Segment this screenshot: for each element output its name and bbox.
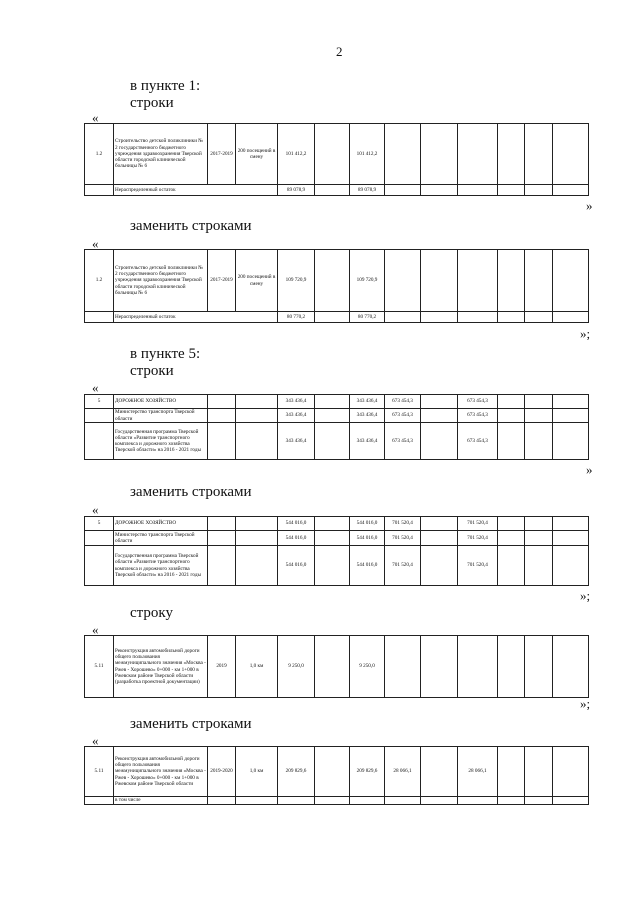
empty-cell — [553, 185, 589, 196]
capacity: 200 посещений в смену — [236, 124, 278, 185]
object-name: Министерство транспорта Тверской области — [114, 531, 208, 546]
period: 2017-2019 — [208, 124, 236, 185]
period: 2017-2019 — [208, 250, 236, 312]
object-name: Министерство транспорта Тверской области — [114, 409, 208, 423]
empty-cell — [553, 747, 589, 797]
empty-cell — [315, 517, 350, 531]
empty-cell — [421, 517, 458, 531]
object-name: Реконструкция автомобильной дороги общего пользования межмуниципального значения «Москва - Ржев - Хорошево» 0+000 - км 1+000 в Ржевском районе Тверской области (разработка проектной документации) — [114, 636, 208, 698]
empty-cell — [553, 423, 589, 460]
value-cell: 80 770,2 — [278, 312, 315, 323]
value-cell: 701 520,4 — [385, 546, 421, 586]
empty-cell — [315, 747, 350, 797]
empty-cell — [421, 124, 458, 185]
value-cell: 209 829,6 — [350, 747, 385, 797]
empty-cell — [85, 409, 114, 423]
open-quote: « — [92, 502, 99, 517]
empty-cell — [553, 517, 589, 531]
empty-cell — [315, 395, 350, 409]
object-name: Строительство детской поликлиники № 2 государственного бюджетного учреждения здравоохранения Тверской области городской клинической больницы № 6 — [114, 250, 208, 312]
table-row — [85, 423, 589, 460]
empty-cell — [525, 312, 553, 323]
empty-cell — [208, 395, 236, 409]
row-number: 5 — [85, 517, 114, 531]
empty-cell — [385, 250, 421, 312]
empty-cell — [498, 409, 525, 423]
table-row — [85, 636, 589, 698]
value-cell: 89 078,9 — [350, 185, 385, 196]
empty-cell — [208, 797, 236, 805]
empty-cell — [498, 312, 525, 323]
table-511-new — [84, 746, 589, 805]
table-row — [85, 185, 589, 196]
empty-cell — [498, 797, 525, 805]
value-cell: 343 436,4 — [278, 395, 315, 409]
value-cell: 544 016,0 — [278, 546, 315, 586]
empty-cell — [315, 312, 350, 323]
empty-cell — [315, 423, 350, 460]
value-cell: 89 078,9 — [278, 185, 315, 196]
open-quote: « — [92, 622, 99, 637]
empty-cell — [421, 250, 458, 312]
table-511-old — [84, 635, 589, 698]
empty-cell — [350, 797, 385, 805]
empty-cell — [208, 517, 236, 531]
empty-cell — [421, 395, 458, 409]
empty-cell — [458, 185, 498, 196]
table-row — [85, 797, 589, 805]
close-quote-semicolon: »; — [580, 588, 591, 603]
empty-cell — [525, 124, 553, 185]
empty-cell — [315, 546, 350, 586]
row-number: 1.2 — [85, 124, 114, 185]
empty-cell — [421, 185, 458, 196]
object-name: Строительство детской поликлиники № 2 государственного бюджетного учреждения здравоохранения Тверской области городской клинической больницы № 6 — [114, 124, 208, 185]
value-cell: 109 720,9 — [350, 250, 385, 312]
value-cell: 9 250,0 — [278, 636, 315, 698]
empty-cell — [315, 250, 350, 312]
replace-heading: заменить строками — [130, 484, 252, 500]
empty-cell — [553, 312, 589, 323]
table-row — [85, 531, 589, 546]
empty-cell — [315, 531, 350, 546]
table-row — [85, 124, 589, 185]
empty-cell — [498, 185, 525, 196]
value-cell: 343 436,4 — [278, 409, 315, 423]
empty-cell — [85, 546, 114, 586]
rows-label: строки — [130, 363, 174, 379]
empty-cell — [315, 797, 350, 805]
empty-cell — [498, 250, 525, 312]
row-number: 5.11 — [85, 636, 114, 698]
close-quote: » — [586, 198, 593, 213]
empty-cell — [421, 423, 458, 460]
empty-cell — [458, 250, 498, 312]
empty-cell — [385, 636, 421, 698]
empty-cell — [421, 409, 458, 423]
empty-cell — [525, 546, 553, 586]
close-quote: » — [586, 462, 593, 477]
empty-cell — [385, 185, 421, 196]
value-cell: 673 454,3 — [385, 395, 421, 409]
value-cell: 673 454,3 — [385, 409, 421, 423]
empty-cell — [85, 423, 114, 460]
close-quote-semicolon: »; — [580, 326, 591, 341]
value-cell: 80 770,2 — [350, 312, 385, 323]
replace-heading: заменить строками — [130, 218, 252, 234]
table-p1-new — [84, 249, 589, 323]
open-quote: « — [92, 380, 99, 395]
table-p5-new — [84, 516, 589, 586]
object-name: Нераспределенный остаток — [114, 185, 278, 196]
empty-cell — [498, 747, 525, 797]
row-number: 5.11 — [85, 747, 114, 797]
object-name: Нераспределенный остаток — [114, 312, 278, 323]
empty-cell — [553, 797, 589, 805]
empty-cell — [498, 517, 525, 531]
empty-cell — [85, 185, 114, 196]
empty-cell — [236, 797, 278, 805]
empty-cell — [208, 423, 236, 460]
empty-cell — [458, 124, 498, 185]
value-cell: 343 436,4 — [350, 395, 385, 409]
row-number: 5 — [85, 395, 114, 409]
empty-cell — [525, 517, 553, 531]
value-cell: 544 016,0 — [278, 517, 315, 531]
empty-cell — [525, 395, 553, 409]
page-number: 2 — [336, 44, 343, 59]
value-cell: 101 412,2 — [350, 124, 385, 185]
value-cell: 701 520,4 — [385, 531, 421, 546]
empty-cell — [498, 124, 525, 185]
empty-cell — [236, 423, 278, 460]
empty-cell — [385, 797, 421, 805]
section-heading-p5: в пункте 5: — [130, 346, 201, 362]
empty-cell — [525, 185, 553, 196]
empty-cell — [553, 636, 589, 698]
object-name: ДОРОЖНОЕ ХОЗЯЙСТВО — [114, 517, 208, 531]
value-cell: 544 016,0 — [350, 517, 385, 531]
section-heading-p1: в пункте 1: — [130, 78, 201, 94]
empty-cell — [458, 312, 498, 323]
period: 2019-2020 — [208, 747, 236, 797]
value-cell: 101 412,2 — [278, 124, 315, 185]
table-row — [85, 250, 589, 312]
row-label-heading: строку — [130, 605, 173, 621]
empty-cell — [421, 797, 458, 805]
table-p1-old — [84, 123, 589, 196]
empty-cell — [553, 395, 589, 409]
capacity: 200 посещений в смену — [236, 250, 278, 312]
empty-cell — [85, 797, 114, 805]
empty-cell — [85, 531, 114, 546]
empty-cell — [525, 409, 553, 423]
value-cell: 343 436,4 — [350, 409, 385, 423]
empty-cell — [385, 124, 421, 185]
empty-cell — [553, 124, 589, 185]
empty-cell — [236, 531, 278, 546]
value-cell: 673 454,3 — [458, 395, 498, 409]
empty-cell — [315, 636, 350, 698]
empty-cell — [278, 797, 315, 805]
table-p5-old — [84, 394, 589, 460]
empty-cell — [236, 395, 278, 409]
table-row — [85, 546, 589, 586]
close-quote-semicolon: »; — [580, 696, 591, 711]
period: 2019 — [208, 636, 236, 698]
object-name: Реконструкция автомобильной дороги общего пользования межмуниципального значения «Москва - Ржев - Хорошево» 0+000 - км 1+000 в Ржевском районе Тверской области — [114, 747, 208, 797]
empty-cell — [525, 797, 553, 805]
empty-cell — [208, 409, 236, 423]
value-cell: 701 520,4 — [458, 546, 498, 586]
value-cell: 109 720,9 — [278, 250, 315, 312]
value-cell: 9 250,0 — [350, 636, 385, 698]
value-cell: 701 520,4 — [458, 517, 498, 531]
value-cell: 28 066,1 — [385, 747, 421, 797]
open-quote: « — [92, 733, 99, 748]
open-quote: « — [92, 236, 99, 251]
value-cell: 701 520,4 — [385, 517, 421, 531]
empty-cell — [553, 531, 589, 546]
object-name: Государственная программа Тверской области «Развитие транспортного комплекса и дорожного хозяйства Тверской области» на 2016 - 2021 годы — [114, 423, 208, 460]
empty-cell — [553, 409, 589, 423]
empty-cell — [208, 546, 236, 586]
open-quote: « — [92, 110, 99, 125]
rows-label: строки — [130, 95, 174, 111]
empty-cell — [498, 636, 525, 698]
empty-cell — [525, 531, 553, 546]
object-name: ДОРОЖНОЕ ХОЗЯЙСТВО — [114, 395, 208, 409]
empty-cell — [85, 312, 114, 323]
value-cell: 701 520,4 — [458, 531, 498, 546]
empty-cell — [421, 312, 458, 323]
empty-cell — [236, 517, 278, 531]
value-cell: 544 016,0 — [350, 546, 385, 586]
table-row — [85, 517, 589, 531]
value-cell: 673 454,3 — [458, 409, 498, 423]
empty-cell — [315, 185, 350, 196]
empty-cell — [315, 124, 350, 185]
empty-cell — [525, 636, 553, 698]
empty-cell — [498, 423, 525, 460]
empty-cell — [421, 636, 458, 698]
empty-cell — [498, 395, 525, 409]
empty-cell — [525, 423, 553, 460]
empty-cell — [236, 409, 278, 423]
capacity: 1,0 км — [236, 747, 278, 797]
empty-cell — [553, 250, 589, 312]
object-name: Государственная программа Тверской области «Развитие транспортного комплекса и дорожного хозяйства Тверской области» на 2016 - 2021 годы — [114, 546, 208, 586]
empty-cell — [458, 797, 498, 805]
value-cell: 544 016,0 — [350, 531, 385, 546]
table-row — [85, 409, 589, 423]
value-cell: 673 454,3 — [458, 423, 498, 460]
empty-cell — [315, 409, 350, 423]
table-row — [85, 747, 589, 797]
value-cell: 209 829,6 — [278, 747, 315, 797]
value-cell: 343 436,4 — [278, 423, 315, 460]
empty-cell — [421, 531, 458, 546]
empty-cell — [208, 531, 236, 546]
empty-cell — [385, 312, 421, 323]
empty-cell — [421, 546, 458, 586]
empty-cell — [458, 636, 498, 698]
object-name: в том числе — [114, 797, 208, 805]
empty-cell — [236, 546, 278, 586]
row-number: 1.2 — [85, 250, 114, 312]
table-row — [85, 395, 589, 409]
empty-cell — [553, 546, 589, 586]
empty-cell — [498, 531, 525, 546]
capacity: 1,0 км — [236, 636, 278, 698]
empty-cell — [525, 250, 553, 312]
empty-cell — [525, 747, 553, 797]
value-cell: 544 016,0 — [278, 531, 315, 546]
empty-cell — [498, 546, 525, 586]
empty-cell — [421, 747, 458, 797]
value-cell: 673 454,3 — [385, 423, 421, 460]
value-cell: 343 436,4 — [350, 423, 385, 460]
table-row — [85, 312, 589, 323]
value-cell: 28 066,1 — [458, 747, 498, 797]
replace-heading: заменить строками — [130, 716, 252, 732]
